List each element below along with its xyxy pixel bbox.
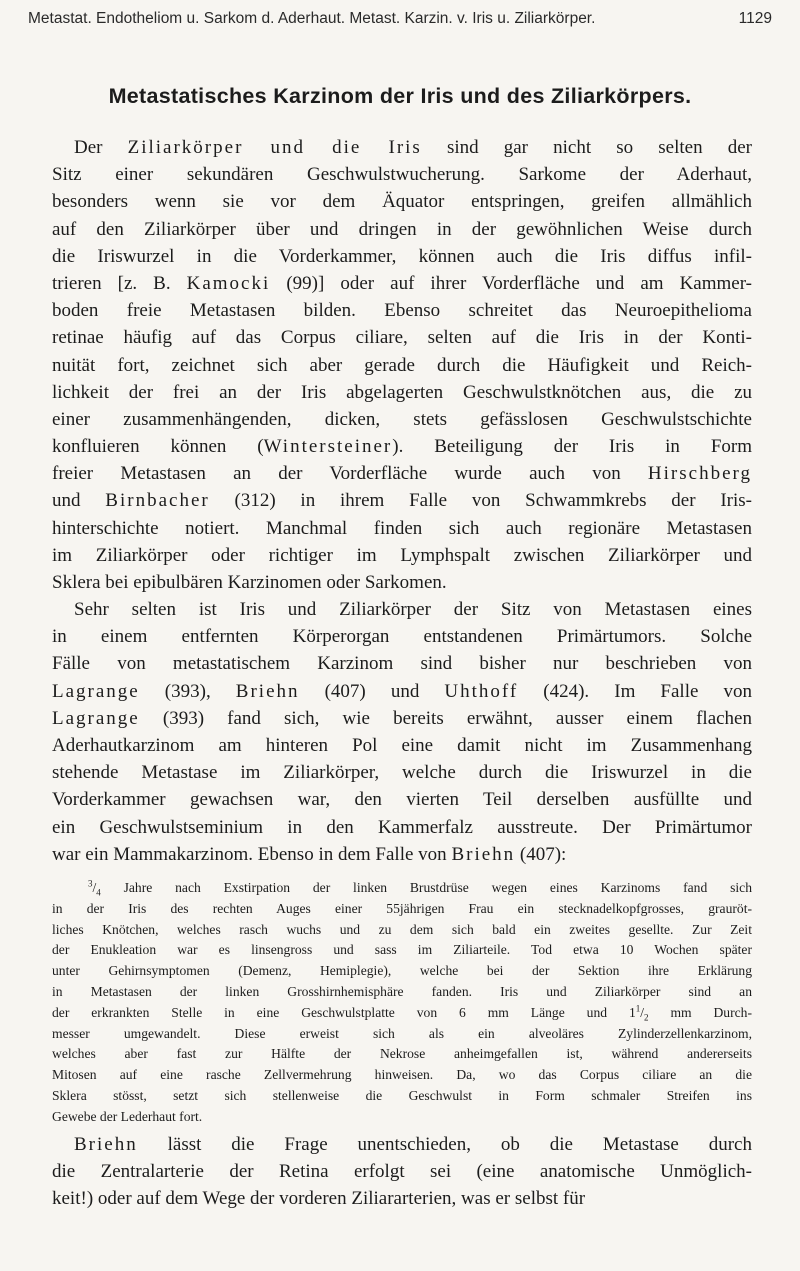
text-line (52, 814, 752, 841)
text-line (52, 379, 752, 406)
text-run: einer zusammenhängenden, dicken, stets gefässlosen Geschwulstschichte (52, 408, 752, 430)
spaced-name: Birnbacher (105, 490, 210, 512)
text-line (52, 1044, 752, 1065)
text-line (52, 433, 752, 460)
text-line (52, 161, 752, 188)
spaced-name: Lagrange (52, 680, 140, 702)
text-run: besonders wenn sie vor dem Äquator entspringen, greifen allmählich (52, 191, 752, 213)
spaced-name: Ziliarkörper und die Iris (127, 137, 422, 158)
text-line (52, 732, 752, 759)
text-line (52, 920, 752, 941)
text-run: Sitz einer sekundären Geschwulstwucherung. Sarkome der Aderhaut, (52, 164, 752, 186)
text-run: freier Metastasen an der Vorderfläche wurde auch von (52, 463, 648, 485)
spaced-name: Briehn (74, 1134, 138, 1155)
page-number: 1129 (738, 10, 772, 27)
text-run: konfluieren können ( (52, 436, 264, 458)
text-run: und (52, 490, 106, 512)
text-line (52, 270, 752, 297)
spaced-name: Hirschberg (647, 463, 752, 485)
text-run: war ein Mammakarzinom. Ebenso in dem Falle von (52, 843, 452, 865)
text-line (52, 515, 752, 542)
text-run: auf den Ziliarkörper über und dringen in der gewöhnlichen Weise durch (52, 218, 752, 240)
text-run: (407): (515, 843, 567, 865)
text-line (52, 878, 752, 899)
text-run: (424). Im Falle von (518, 680, 752, 702)
text-line (52, 650, 752, 677)
text-line (52, 352, 752, 379)
running-title: Metastat. Endotheliom u. Sarkom d. Aderhaut. Metast. Karzin. v. Iris u. Ziliarkörper. (28, 10, 596, 27)
text-line (52, 759, 752, 786)
text-run: Jahre nach Exstirpation der linken Brustdrüse wegen eines Karzinoms fand sich (100, 880, 752, 895)
spaced-name: Wintersteiner (263, 436, 393, 458)
text-line (52, 188, 752, 215)
text-line (52, 982, 752, 1003)
text-line (52, 216, 752, 243)
text-run: in Metastasen der linken Grosshirnhemisphäre fanden. Iris und Ziliarkörper sind an (52, 983, 752, 999)
text-line (52, 940, 752, 961)
text-run: (312) in ihrem Falle von Schwammkrebs der Iris- (209, 490, 753, 512)
text-run: (99)] oder auf ihrer Vorderfläche und am Kammer- (270, 272, 752, 294)
text-line (52, 596, 752, 623)
running-header (28, 10, 772, 28)
text-line (52, 297, 752, 324)
text-run: Sklera stösst, setzt sich stellenweise die Geschwulst in Form schmaler Streifen ins (52, 1087, 752, 1103)
paragraph-2 (52, 596, 752, 868)
text-run: nuität fort, zeichnet sich aber gerade durch die Häufigkeit und Reich- (52, 354, 752, 376)
text-line (52, 1131, 752, 1158)
text-run: welches aber fast zur Hälfte der Nekrose anheimgefallen ist, während andererseits (52, 1046, 752, 1062)
text-run: in der Iris des rechten Auges einer 55jährigen Frau ein stecknadelkopfgrosses, grauröt- (52, 900, 752, 916)
text-run: Mitosen auf eine rasche Zellvermehrung hinweisen. Da, wo das Corpus ciliare an die (52, 1067, 752, 1083)
text-run: (407) und (299, 680, 445, 702)
text-line (52, 841, 752, 868)
text-run: stehende Metastase im Ziliarkörper, welche durch die Iriswurzel in die (52, 762, 752, 784)
subscript: 4 (96, 887, 101, 898)
text-run: mm Durch- (648, 1004, 752, 1020)
text-run: der erkrankten Stelle in eine Geschwulstplatte von 6 mm Länge und 1 (52, 1004, 636, 1020)
text-run: Der (74, 137, 128, 158)
text-run: retinae häufig auf das Corpus ciliare, selten auf die Iris in der Konti- (52, 327, 752, 349)
text-run: lichkeit der frei an der Iris abgelagerten Geschwulstknötchen aus, die zu (52, 381, 752, 403)
text-line (52, 1003, 752, 1024)
text-run: messer umgewandelt. Diese erweist sich als ein alveoläres Zylinderzellenkarzinom, (52, 1025, 752, 1041)
text-line (52, 1086, 752, 1107)
spaced-name: Uhthoff (444, 680, 519, 702)
text-line (52, 705, 752, 732)
text-run: sind gar nicht so selten der (421, 137, 752, 158)
text-line (52, 1185, 752, 1212)
text-run: / (640, 1004, 645, 1020)
text-run: die Zentralarterie der Retina erfolgt sei (eine anatomische Unmöglich- (52, 1161, 752, 1183)
text-line (52, 678, 752, 705)
text-run: lässt die Frage unentschieden, ob die Metastase durch (137, 1134, 752, 1155)
text-run: unter Gehirnsymptomen (Demenz, Hemiplegie), welche bei der Sektion ihre Erklärung (52, 963, 752, 979)
text-run: Sehr selten ist Iris und Ziliarkörper der Sitz von Metastasen eines (74, 599, 752, 620)
text-line (52, 1107, 752, 1128)
paragraph-1 (52, 134, 752, 596)
text-run: / (92, 880, 97, 895)
text-run: im Ziliarkörper oder richtiger im Lymphspalt zwischen Ziliarkörper und (52, 544, 752, 566)
text-run: Vorderkammer gewachsen war, den vierten Teil derselben ausfüllte und (52, 789, 752, 811)
text-line (52, 134, 752, 161)
text-line (52, 1024, 752, 1045)
footnote-case-report (52, 878, 752, 1128)
text-run: der Enukleation war es linsengross und sass im Ziliarteile. Tod etwa 10 Wochen später (52, 942, 752, 958)
superscript: 1 (635, 1003, 641, 1014)
text-line (52, 1158, 752, 1185)
text-run: Fälle von metastatischem Karzinom sind bisher nur beschrieben von (52, 653, 752, 675)
text-run: Sklera bei epibulbären Karzinomen oder Sarkomen. (52, 572, 447, 593)
text-line (52, 569, 752, 596)
text-run: die Iriswurzel in die Vorderkammer, können auch die Iris diffus infil- (52, 245, 752, 267)
spaced-name: Kamocki (186, 272, 271, 294)
text-line (52, 961, 752, 982)
spaced-name: Briehn (451, 843, 516, 865)
section-title: Metastatisches Karzinom der Iris und des Ziliarkörpers. (108, 84, 692, 108)
subscript: 2 (644, 1012, 649, 1023)
text-line (52, 243, 752, 270)
superscript: 3 (88, 878, 93, 889)
text-run: Gewebe der Lederhaut fort. (52, 1108, 203, 1124)
text-line (52, 324, 752, 351)
text-line (52, 786, 752, 813)
text-run: ein Geschwulstseminium in den Kammerfalz ausstreute. Der Primärtumor (52, 816, 752, 838)
text-run: (393), (139, 680, 236, 702)
text-run: trieren [z. B. (52, 272, 187, 294)
text-line (52, 899, 752, 920)
text-run: in einem entfernten Körperorgan entstandenen Primärtumors. Solche (52, 626, 752, 648)
spaced-name: Lagrange (52, 707, 140, 729)
text-run: (393) fand sich, wie bereits erwähnt, ausser einem flachen (139, 707, 752, 729)
text-run: hinterschichte notiert. Manchmal finden sich auch regionäre Metastasen (52, 517, 752, 539)
text-run: Aderhautkarzinom am hinteren Pol eine damit nicht im Zusammenhang (52, 734, 752, 756)
text-line (52, 1065, 752, 1086)
text-line (52, 487, 752, 514)
paragraph-3 (52, 1131, 752, 1213)
text-line (52, 406, 752, 433)
spaced-name: Briehn (235, 680, 300, 702)
text-line (52, 542, 752, 569)
text-line (52, 460, 752, 487)
text-run: liches Knötchen, welches rasch wuchs und zu dem sich bald ein zweites gesellte. Zur Zeit (52, 921, 752, 937)
text-line (52, 623, 752, 650)
text-run: boden freie Metastasen bilden. Ebenso schreitet das Neuroepithelioma (52, 300, 752, 322)
text-run: keit!) oder auf dem Wege der vorderen Ziliararterien, was er selbst für (52, 1188, 586, 1210)
text-run: ). Beteiligung der Iris in Form (392, 436, 752, 458)
